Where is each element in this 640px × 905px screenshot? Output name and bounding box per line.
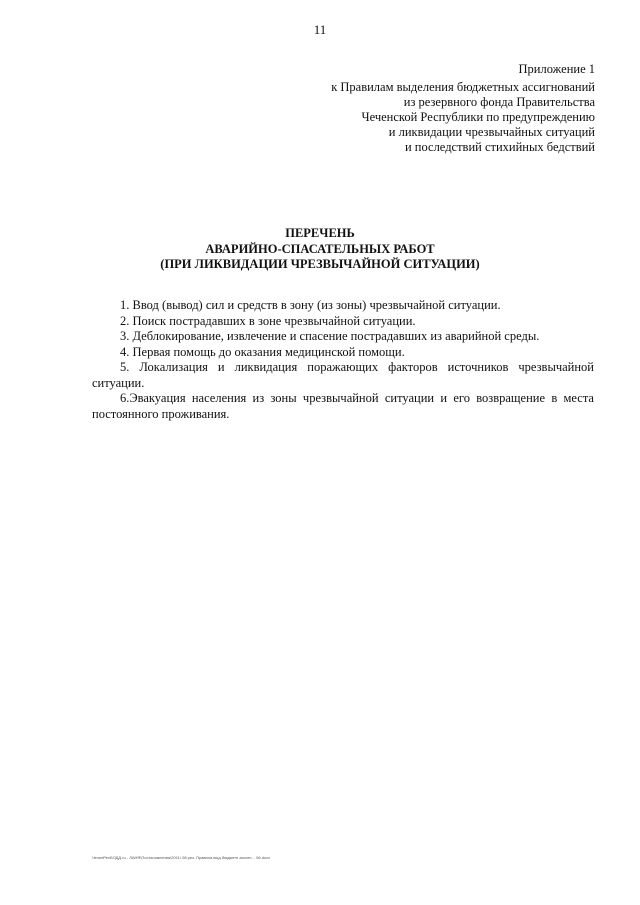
annex-line: и последствий стихийных бедствий: [404, 140, 595, 154]
list-item: 1. Ввод (вывод) сил и средств в зону (из зоны) чрезвычайной ситуации.: [120, 298, 501, 312]
annex-line: Чеченской Республики по предупреждению: [361, 110, 595, 124]
list-item: 3. Деблокирование, извлечение и спасение пострадавших из аварийной среды.: [120, 329, 540, 343]
annex-line: из резервного фонда Правительства: [403, 95, 595, 109]
list-item: 5. Локализация и ликвидация поражающих факторов источников чрезвычайной ситуации.: [92, 360, 594, 390]
heading-line: (ПРИ ЛИКВИДАЦИИ ЧРЕЗВЫЧАЙНОЙ СИТУАЦИИ): [160, 257, 480, 271]
page-number: 11: [313, 22, 327, 37]
annex-line: к Правилам выделения бюджетных ассигнований: [331, 80, 595, 94]
list-item: 4. Первая помощь до оказания медицинской помощи.: [120, 344, 405, 359]
list-item: 6.Эвакуация населения из зоны чрезвычайной ситуации и его возвращение в места постоянного проживания.: [92, 391, 594, 421]
list-item: 2. Поиск пострадавших в зоне чрезвычайной ситуации.: [120, 313, 416, 328]
annex-title: Приложение 1: [518, 62, 595, 76]
document-heading: [0, 226, 640, 273]
heading-line: ПЕРЕЧЕНЬ: [285, 226, 355, 240]
file-path-footer: ЧеченРесБОДД.ru - ЛАНЯ\Постановления\2011\ 08 рез. Правила выд бюджетн ассигн. - 06.docx: [92, 855, 271, 860]
works-list: [92, 298, 594, 422]
annex-line: и ликвидации чрезвычайных ситуаций: [388, 125, 595, 139]
annex-block: [331, 62, 595, 155]
heading-line: АВАРИЙНО-СПАСАТЕЛЬНЫХ РАБОТ: [205, 241, 435, 256]
